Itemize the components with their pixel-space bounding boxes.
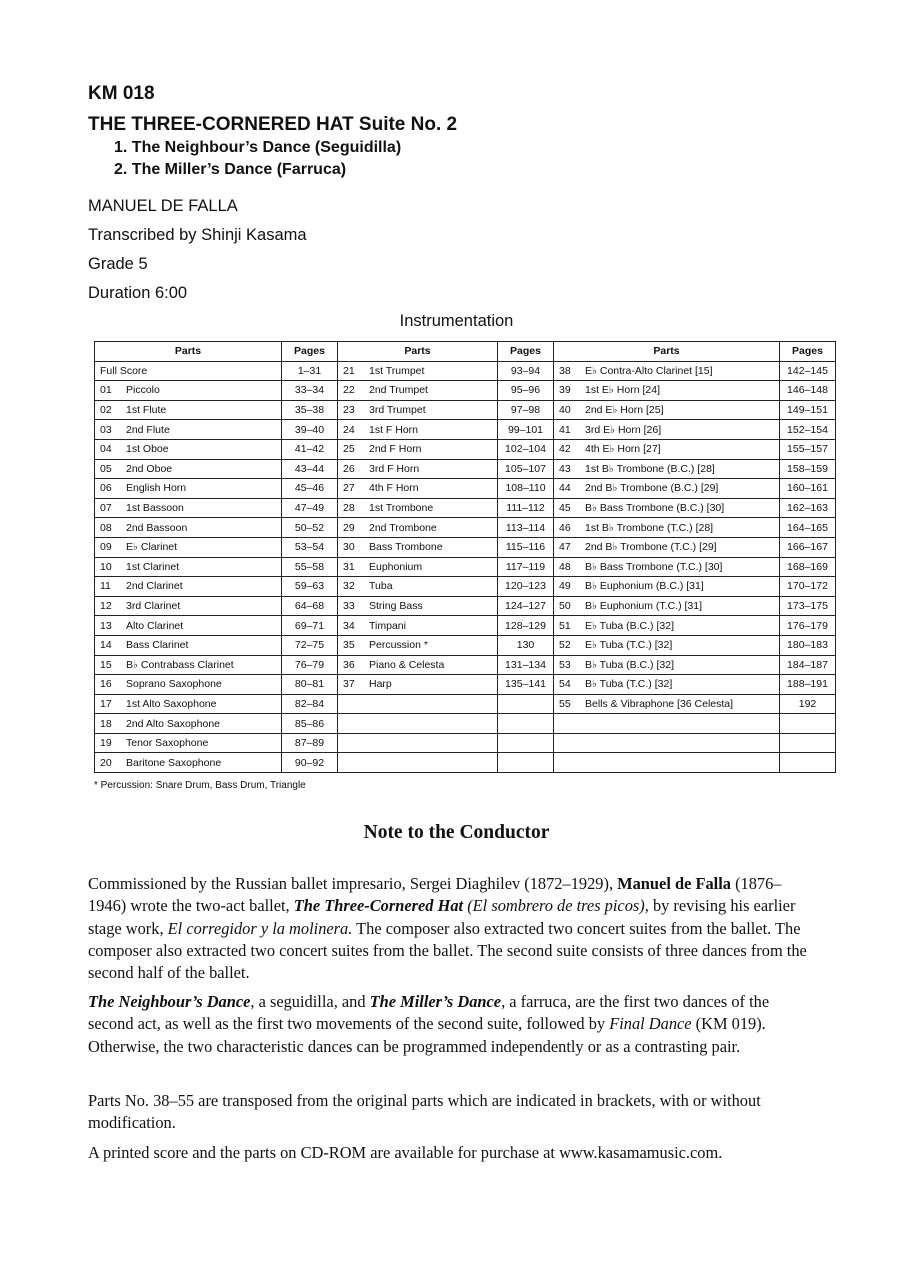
part-number: 03 [100,423,112,436]
part-number: 44 [559,482,571,495]
part-name: 2nd Trumpet [369,384,428,397]
part-number: 51 [559,619,571,632]
part-number: 02 [100,404,112,417]
instrumentation-body [95,361,836,772]
column-header-parts: Parts [338,342,498,362]
part-cell [554,498,780,518]
pages-cell: 131–134 [498,655,554,675]
pages-cell: 90–92 [282,753,338,773]
part-number: 09 [100,541,112,554]
pages-cell: 130 [498,635,554,655]
part-cell [554,479,780,499]
part-name: E♭ Clarinet [126,541,178,554]
pages-cell: 39–40 [282,420,338,440]
part-name: B♭ Bass Trombone (T.C.) [30] [585,560,723,573]
part-number: 38 [559,364,571,377]
part-cell [338,714,498,734]
pages-cell: 188–191 [780,675,836,695]
pages-cell: 1–31 [282,361,338,381]
note-paragraph-4: A printed score and the parts on CD-ROM are available for purchase at www.kasamamusic.com. [88,1143,723,1162]
part-cell [554,714,780,734]
part-number: 55 [559,697,571,710]
table-row [95,400,836,420]
pages-cell: 87–89 [282,733,338,753]
part-name: 1st B♭ Trombone (T.C.) [28] [585,521,714,534]
part-number: 04 [100,443,112,456]
part-cell [554,753,780,773]
part-number: 48 [559,560,571,573]
part-name: 2nd Alto Saxophone [126,717,220,730]
table-header-row [95,342,836,362]
part-cell [95,733,282,753]
part-cell [554,439,780,459]
part-number: 12 [100,600,112,613]
pages-cell: 53–54 [282,537,338,557]
part-number: 29 [343,521,355,534]
part-cell [338,439,498,459]
table-row [95,675,836,695]
pages-cell: 164–165 [780,518,836,538]
work-title: THE THREE-CORNERED HAT Suite No. 2 [88,114,458,135]
part-cell [95,400,282,420]
part-name: 3rd F Horn [369,462,420,475]
part-cell [338,361,498,381]
pages-cell: 192 [780,694,836,714]
column-header-pages: Pages [282,342,338,362]
part-name: Alto Clarinet [126,619,184,632]
pages-cell: 50–52 [282,518,338,538]
part-name: Tenor Saxophone [126,737,209,750]
part-number: 06 [100,482,112,495]
pages-cell: 160–161 [780,479,836,499]
grade: Grade 5 [88,255,148,273]
ballet-title: The Three-Cornered Hat [293,896,464,916]
part-name: B♭ Tuba (B.C.) [32] [585,658,674,671]
pages-cell: 158–159 [780,459,836,479]
table-row [95,655,836,675]
part-number: 08 [100,521,112,534]
pages-cell: 117–119 [498,557,554,577]
part-number: 17 [100,697,112,710]
pages-cell [498,694,554,714]
note-paragraph-3: Parts No. 38–55 are transposed from the original parts which are indicated in brackets, with or without modification. [88,1091,761,1133]
column-header-parts: Parts [95,342,282,362]
part-name: 1st Oboe [126,443,169,456]
catalog-code: KM 018 [88,83,155,104]
pages-cell: 180–183 [780,635,836,655]
text: , a farruca, are the first two dances of the second act, as well as the first two movements of the second suite, followed by [88,992,770,1034]
final-dance-title: Final Dance [609,1014,692,1034]
table-row [95,518,836,538]
arranger: Transcribed by Shinji Kasama [88,226,307,244]
pages-cell: 108–110 [498,479,554,499]
percussion-footnote: * Percussion: Snare Drum, Bass Drum, Triangle [94,780,306,791]
part-number: 16 [100,678,112,691]
part-cell [554,596,780,616]
part-cell [95,577,282,597]
part-name: 1st Trombone [369,502,434,515]
part-name: Percussion * [369,639,428,652]
part-number: 47 [559,541,571,554]
part-name: English Horn [126,482,187,495]
part-cell [554,459,780,479]
part-number: 34 [343,619,355,632]
part-name: 3rd E♭ Horn [26] [585,423,662,436]
part-name: B♭ Bass Trombone (B.C.) [30] [585,502,725,515]
pages-cell: 146–148 [780,381,836,401]
part-number: 54 [559,678,571,691]
part-cell [338,596,498,616]
note-title: Note to the Conductor [363,822,550,843]
part-number: 01 [100,384,112,397]
part-cell [554,675,780,695]
earlier-work-title: El corregidor y la molinera. [167,918,353,938]
pages-cell: 142–145 [780,361,836,381]
part-name: 2nd B♭ Trombone (B.C.) [29] [585,482,719,495]
part-number: 36 [343,658,355,671]
table-row [95,479,836,499]
part-name: 1st B♭ Trombone (B.C.) [28] [585,462,715,475]
part-cell [554,537,780,557]
part-name: Piano & Celesta [369,658,445,671]
part-name: B♭ Tuba (T.C.) [32] [585,678,673,691]
part-cell [554,577,780,597]
pages-cell: 47–49 [282,498,338,518]
part-cell [338,635,498,655]
part-number: 15 [100,658,112,671]
part-number: 28 [343,502,355,515]
table-row [95,753,836,773]
part-number: 40 [559,404,571,417]
pages-cell [498,714,554,734]
duration: Duration 6:00 [88,284,188,302]
part-cell [338,479,498,499]
text: Commissioned by the Russian ballet impresario, Sergei Diaghilev (1872–1929), [88,874,618,893]
part-cell [95,596,282,616]
part-number: 32 [343,580,355,593]
pages-cell: 35–38 [282,400,338,420]
part-cell [338,557,498,577]
text: The composer also extracted two concert suites from the ballet. The composer also extracted two concert suites from the ballet. The second suite consists of three dances from the second half of the ballet. [88,918,807,983]
pages-cell: 99–101 [498,420,554,440]
pages-cell [498,753,554,773]
pages-cell: 41–42 [282,439,338,459]
pages-cell: 45–46 [282,479,338,499]
pages-cell: 124–127 [498,596,554,616]
part-name: Baritone Saxophone [126,756,222,769]
part-number: 21 [343,364,355,377]
table-row [95,596,836,616]
part-name: 2nd B♭ Trombone (T.C.) [29] [585,541,717,554]
part-name: 1st Flute [126,404,167,417]
part-cell [95,616,282,636]
part-name: Bass Trombone [369,541,443,554]
text: (1876–1946) wrote the two-act ballet, [88,874,782,916]
part-number: 18 [100,717,112,730]
part-name: Full Score [100,364,148,377]
pages-cell: 69–71 [282,616,338,636]
part-cell [554,616,780,636]
pages-cell: 85–86 [282,714,338,734]
part-cell [338,518,498,538]
part-name: 1st F Horn [369,423,419,436]
part-number: 53 [559,658,571,671]
part-name: 2nd Oboe [126,462,173,475]
part-cell [95,635,282,655]
part-cell [95,714,282,734]
ballet-original-title: (El sombrero de tres picos) [467,896,645,916]
part-name: 4th E♭ Horn [27] [585,443,661,456]
part-number: 41 [559,423,571,436]
composer: MANUEL DE FALLA [88,197,238,215]
part-name: B♭ Euphonium (T.C.) [31] [585,600,703,613]
movement-1: 1. The Neighbour’s Dance (Seguidilla) [114,139,402,156]
pages-cell: 43–44 [282,459,338,479]
note-paragraph-1 [88,873,816,984]
part-cell [554,361,780,381]
part-name: 2nd E♭ Horn [25] [585,404,664,417]
text: (KM 019). Otherwise, the two characteristic dances can be programmed independently or as a contrasting pair. [88,1014,766,1056]
part-cell [95,537,282,557]
pages-cell: 102–104 [498,439,554,459]
part-cell [338,694,498,714]
part-cell [95,753,282,773]
part-number: 14 [100,639,112,652]
part-number: 11 [100,580,111,593]
part-name: Timpani [369,619,406,632]
pages-cell: 115–116 [498,537,554,557]
table-row [95,577,836,597]
table-row [95,361,836,381]
movement-2: 2. The Miller’s Dance (Farruca) [114,161,347,178]
pages-cell: 111–112 [498,498,554,518]
part-number: 42 [559,443,571,456]
pages-cell: 149–151 [780,400,836,420]
part-cell [338,675,498,695]
pages-cell [780,714,836,734]
table-row [95,537,836,557]
part-number: 13 [100,619,112,632]
pages-cell: 76–79 [282,655,338,675]
pages-cell: 168–169 [780,557,836,577]
instrumentation-table [94,341,836,773]
column-header-pages: Pages [498,342,554,362]
pages-cell [498,733,554,753]
part-name: 1st E♭ Horn [24] [585,384,660,397]
part-cell [338,577,498,597]
part-name: 3rd Trumpet [369,404,426,417]
dance-title-1: The Neighbour’s Dance [88,992,251,1011]
part-name: Bells & Vibraphone [36 Celesta] [585,697,734,710]
part-name: Bass Clarinet [126,639,189,652]
part-cell [95,518,282,538]
part-name: E♭ Tuba (T.C.) [32] [585,639,673,652]
part-cell [554,694,780,714]
part-number: 39 [559,384,571,397]
table-row [95,714,836,734]
table-row [95,381,836,401]
part-number: 50 [559,600,571,613]
pages-cell: 128–129 [498,616,554,636]
part-name: 1st Trumpet [369,364,425,377]
part-name: 2nd Bassoon [126,521,188,534]
table-row [95,557,836,577]
text: , by revising his earlier stage work, [88,896,796,938]
part-name: 1st Bassoon [126,502,184,515]
part-cell [95,381,282,401]
part-name: 2nd Flute [126,423,170,436]
part-name: 2nd F Horn [369,443,422,456]
part-number: 26 [343,462,355,475]
dance-title-2: The Miller’s Dance [369,992,502,1011]
part-name: B♭ Euphonium (B.C.) [31] [585,580,704,593]
pages-cell [780,733,836,753]
part-cell [554,557,780,577]
part-number: 31 [343,560,355,573]
part-number: 19 [100,737,112,750]
pages-cell: 59–63 [282,577,338,597]
part-number: 20 [100,756,112,769]
pages-cell: 97–98 [498,400,554,420]
part-cell [95,498,282,518]
part-number: 35 [343,639,355,652]
part-name: 3rd Clarinet [126,600,181,613]
part-number: 30 [343,541,355,554]
part-number: 33 [343,600,355,613]
pages-cell: 105–107 [498,459,554,479]
part-name: Tuba [369,580,393,593]
part-cell [95,420,282,440]
pages-cell: 113–114 [498,518,554,538]
part-cell [554,655,780,675]
pages-cell: 80–81 [282,675,338,695]
column-header-pages: Pages [780,342,836,362]
part-number: 10 [100,560,112,573]
part-cell [338,733,498,753]
part-cell [338,381,498,401]
part-name: 2nd Clarinet [126,580,183,593]
part-number: 27 [343,482,355,495]
part-cell [338,420,498,440]
part-name: 2nd Trombone [369,521,437,534]
table-row [95,420,836,440]
part-cell [95,361,282,381]
part-cell [338,537,498,557]
part-name: Euphonium [369,560,423,573]
part-number: 43 [559,462,571,475]
part-name: 1st Alto Saxophone [126,697,217,710]
part-cell [95,557,282,577]
instrumentation-title: Instrumentation [399,312,514,330]
part-name: String Bass [369,600,423,613]
part-cell [554,733,780,753]
part-name: Soprano Saxophone [126,678,222,691]
pages-cell: 55–58 [282,557,338,577]
composer-name: Manuel de Falla [617,874,731,893]
part-number: 25 [343,443,355,456]
pages-cell [780,753,836,773]
part-cell [95,694,282,714]
text: , a seguidilla, and [250,992,370,1011]
pages-cell: 162–163 [780,498,836,518]
part-cell [95,675,282,695]
pages-cell: 120–123 [498,577,554,597]
part-number: 05 [100,462,112,475]
part-number: 07 [100,502,112,515]
pages-cell: 95–96 [498,381,554,401]
pages-cell: 166–167 [780,537,836,557]
column-header-parts: Parts [554,342,780,362]
table-row [95,694,836,714]
part-name: 1st Clarinet [126,560,180,573]
pages-cell: 155–157 [780,439,836,459]
table-row [95,459,836,479]
part-cell [554,635,780,655]
note-paragraph-2 [88,991,816,1058]
part-cell [338,459,498,479]
part-cell [95,655,282,675]
pages-cell: 184–187 [780,655,836,675]
part-cell [554,420,780,440]
part-number: 24 [343,423,355,436]
part-number: 23 [343,404,355,417]
part-number: 46 [559,521,571,534]
table-row [95,498,836,518]
pages-cell: 72–75 [282,635,338,655]
pages-cell: 173–175 [780,596,836,616]
part-name: B♭ Contrabass Clarinet [126,658,234,671]
pages-cell: 93–94 [498,361,554,381]
pages-cell: 33–34 [282,381,338,401]
part-number: 45 [559,502,571,515]
pages-cell: 170–172 [780,577,836,597]
part-cell [338,616,498,636]
pages-cell: 176–179 [780,616,836,636]
part-cell [338,655,498,675]
part-cell [95,459,282,479]
part-cell [338,400,498,420]
pages-cell: 135–141 [498,675,554,695]
part-number: 37 [343,678,355,691]
part-cell [338,498,498,518]
pages-cell: 152–154 [780,420,836,440]
part-number: 22 [343,384,355,397]
part-cell [554,518,780,538]
part-name: E♭ Tuba (B.C.) [32] [585,619,674,632]
pages-cell: 64–68 [282,596,338,616]
part-name: Piccolo [126,384,160,397]
part-cell [338,753,498,773]
part-name: 4th F Horn [369,482,419,495]
part-number: 49 [559,580,571,593]
pages-cell: 82–84 [282,694,338,714]
part-cell [554,381,780,401]
table-row [95,733,836,753]
table-row [95,616,836,636]
part-cell [95,439,282,459]
part-name: E♭ Contra-Alto Clarinet [15] [585,364,713,377]
table-row [95,439,836,459]
part-cell [554,400,780,420]
part-name: Harp [369,678,392,691]
part-cell [95,479,282,499]
part-number: 52 [559,639,571,652]
table-row [95,635,836,655]
